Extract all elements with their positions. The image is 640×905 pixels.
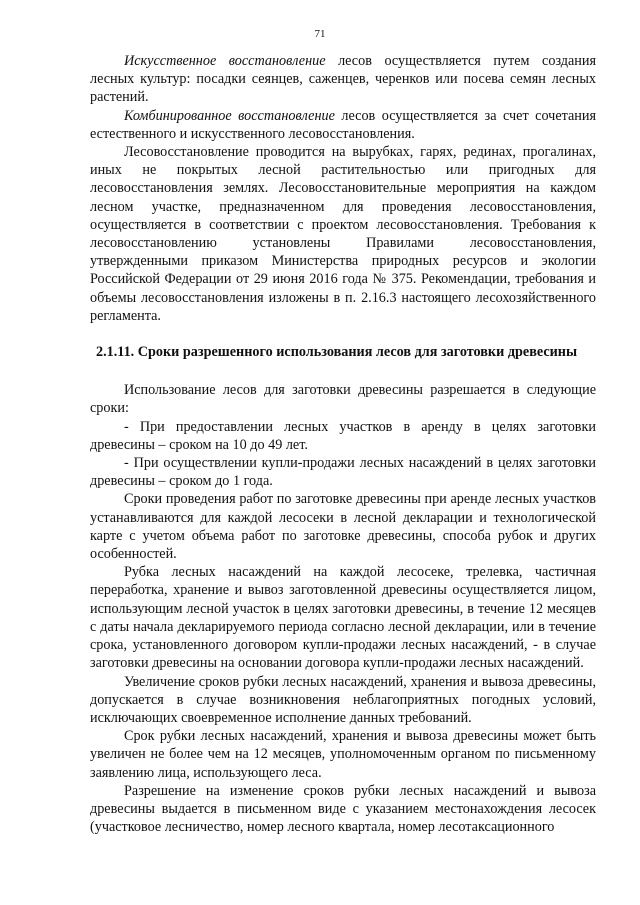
term-combined-restoration: Комбинированное восстановление: [124, 107, 335, 124]
section-heading: 2.1.11. Сроки разрешенного использования лесов для заготовки древесины: [96, 344, 578, 361]
paragraph-felling: Рубка лесных насаждений на каждой лесосеке, трелевка, частичная переработка, хранение и вывоз заготовленной древесины осуществляется лицом, использующим лесной участок в целях заготовки древесины, в течение 12 месяцев с даты начала декларируемого периода согласно лесной декларации, или в течение срока, установленного договором купли-продажи лесных насаждений, - в случае заготовки древесины на основании договора купли-продажи лесных насаждений.: [90, 564, 596, 672]
paragraph-usage-terms: Использование лесов для заготовки древесины разрешается в следующие сроки:: [90, 382, 596, 417]
paragraph-combined-restoration: [90, 107, 596, 143]
list-item-purchase: - При осуществлении купли-продажи лесных насаждений в целях заготовки древесины – сроком до 1 года.: [90, 455, 596, 490]
term-artificial-restoration: Искусственное восстановление: [124, 53, 326, 69]
paragraph-reforestation-sites: [90, 143, 596, 325]
page-content: [90, 52, 596, 836]
paragraph-extension-limit: Срок рубки лесных насаждений, хранения и вывоза древесины может быть увеличен не более чем на 12 месяцев, уполномоченным органом по письменному заявлению лица, использующего леса.: [90, 728, 596, 781]
paragraph-artificial-restoration: [90, 52, 596, 107]
list-item-lease: - При предоставлении лесных участков в аренду в целях заготовки древесины – сроком на 10 до 49 лет.: [90, 418, 596, 453]
paragraph-extension: Увеличение сроков рубки лесных насаждений, хранения и вывоза древесины, допускается в случае возникновения неблагоприятных погодных условий, исключающих своевременное исполнение данных требований.: [90, 673, 596, 726]
paragraph-text: лесов осуществляется за счет сочетания естественного и искусственного лесовосстановления.: [90, 107, 596, 142]
paragraph-text: лесов осуществляется путем создания лесных культур: посадки сеянцев, саженцев, черенков или посева семян лесных растений.: [90, 53, 597, 106]
paragraph-work-terms: Сроки проведения работ по заготовке древесины при аренде лесных участков устанавливаются для каждой лесосеки в лесной декларации и технологической карте с учетом объема работ по заготовке древесины, способа рубок и других особенностей.: [90, 491, 596, 563]
page-number: 71: [314, 28, 326, 40]
paragraph-permission: Разрешение на изменение сроков рубки лесных насаждений и вывоза древесины выдается в письменном виде с указанием местонахождения лесосек (участковое лесничество, номер лесного квартала, номер лесотаксационного: [90, 782, 596, 836]
paragraph-text: Лесовосстановление проводится на вырубках, гарях, рединах, прогалинах, иных не покрытых лесной растительностью или пригодных для лесовосстановления землях. Лесовосстановительные мероприятия на каждом лесном участке, предназначенном для проведения лесовосстановления, осуществляется в соответствии с проектом лесовосстановления. Требования к лесовосстановлению установлены Правилами лесовосстановления, утвержденными приказом Министерства природных ресурсов и экологии Российской Федерации от 29 июня 2016 года № 375. Рекомендации, требования и объемы лесовосстановления изложены в п. 2.16.3 настоящего лесохозяйственного регламента.: [90, 144, 596, 324]
